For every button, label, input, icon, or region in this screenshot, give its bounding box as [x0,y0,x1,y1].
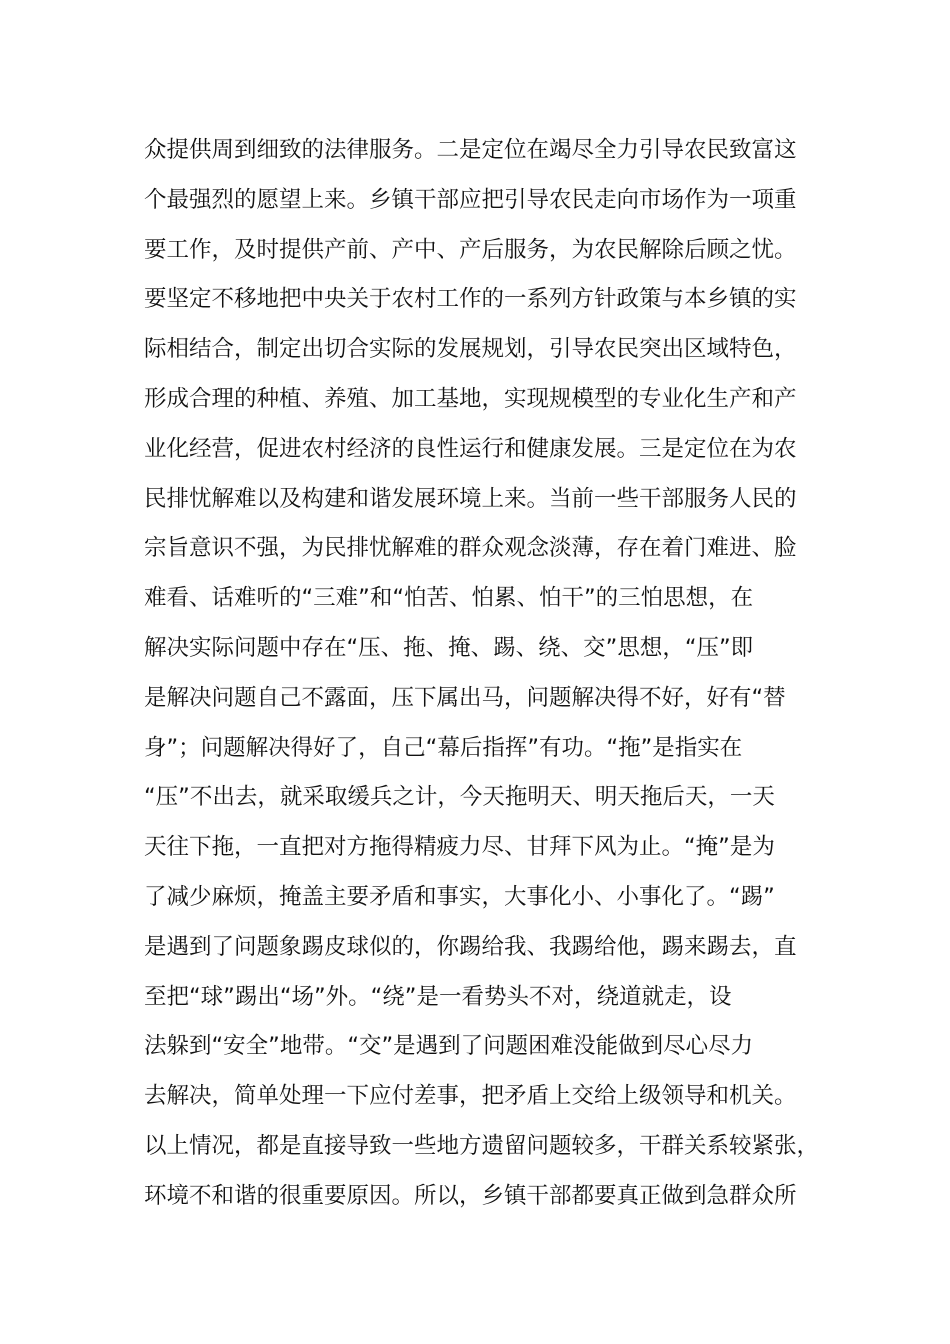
text-line: 民排忧解难以及构建和谐发展环境上来。当前一些干部服务人民的 [144,485,797,512]
text-line: 际相结合，制定出切合实际的发展规划，引导农民突出区域特色， [144,336,797,363]
text-line: 解决实际问题中存在“压、拖、掩、踢、绕、交”思想，“压”即 [144,634,754,661]
text-line: 天往下拖，一直把对方拖得精疲力尽、甘拜下风为止。“掩”是为 [144,834,775,861]
text-line: 是遇到了问题象踢皮球似的，你踢给我、我踢给他，踢来踢去，直 [144,933,797,960]
text-line: 去解决，简单处理一下应付差事，把矛盾上交给上级领导和机关。 [144,1083,797,1110]
text-line: 宗旨意识不强，为民排忧解难的群众观念淡薄，存在着门难进、脸 [144,535,797,562]
text-line: “压”不出去，就采取缓兵之计，今天拖明天、明天拖后天，一天 [144,784,775,811]
text-line: 以上情况，都是直接导致一些地方遗留问题较多，干群关系较紧张， [144,1132,820,1159]
text-line: 了减少麻烦，掩盖主要矛盾和事实，大事化小、小事化了。“踢” [144,883,775,910]
text-line: 业化经营，促进农村经济的良性运行和健康发展。三是定位在为农 [144,435,797,462]
text-line: 众提供周到细致的法律服务。二是定位在竭尽全力引导农民致富这 [144,137,797,163]
text-line: 要坚定不移地把中央关于农村工作的一系列方针政策与本乡镇的实 [144,286,797,313]
text-line: 身”；问题解决得好了，自己“幕后指挥”有功。“拖”是指实在 [144,734,743,761]
text-line: 至把“球”踢出“场”外。“绕”是一看势头不对，绕道就走，设 [144,983,732,1010]
body-text [144,126,824,1222]
text-line: 难看、话难听的“三难”和“怕苦、怕累、怕干”的三怕思想，在 [144,585,754,612]
text-line: 环境不和谐的很重要原因。所以，乡镇干部都要真正做到急群众所 [144,1182,797,1209]
text-line: 个最强烈的愿望上来。乡镇干部应把引导农民走向市场作为一项重 [144,186,797,213]
text-line: 是解决问题自己不露面，压下属出马，问题解决得不好，好有“替 [144,684,786,711]
text-line: 要工作，及时提供产前、产中、产后服务，为农民解除后顾之忧。 [144,236,797,263]
text-line: 形成合理的种植、养殖、加工基地，实现规模型的专业化生产和产 [144,385,797,412]
text-line: 法躲到“安全”地带。“交”是遇到了问题困难没能做到尽心尽力 [144,1033,754,1060]
